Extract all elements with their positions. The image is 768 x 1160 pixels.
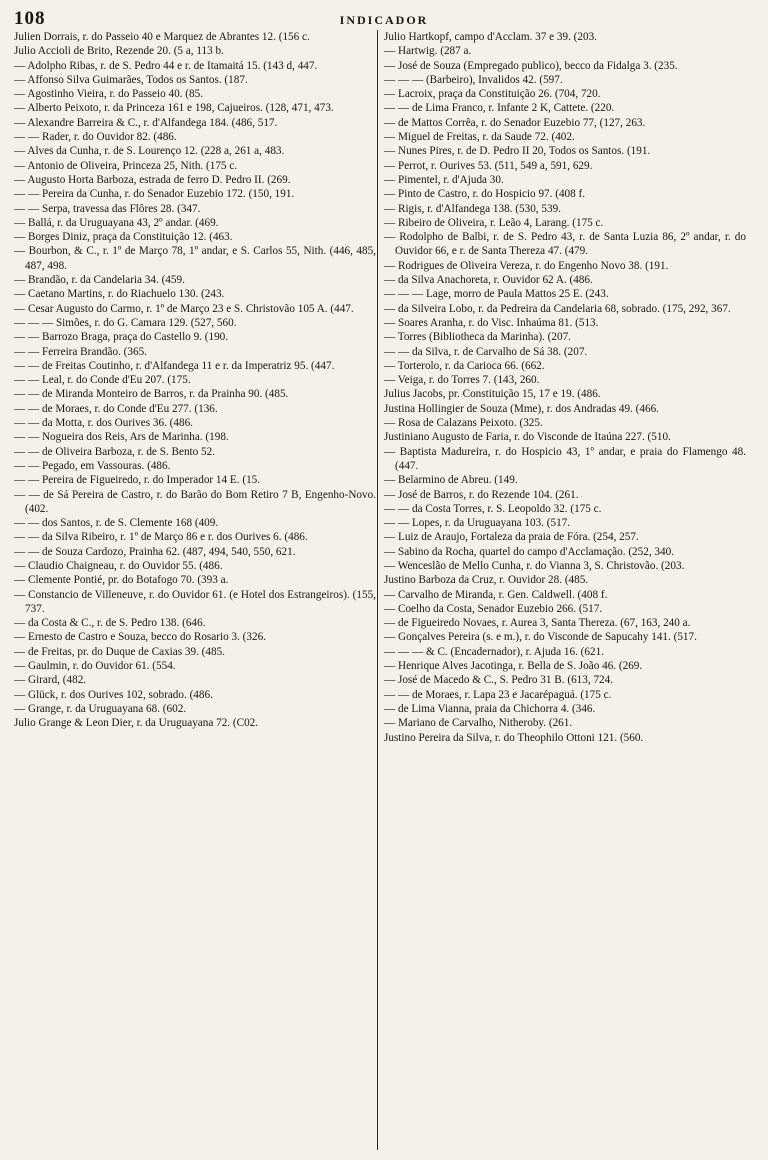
directory-entry: — Girard, (482. bbox=[14, 674, 87, 687]
directory-entry: — — da Motta, r. dos Ourives 36. (486. bbox=[14, 417, 193, 430]
directory-entry: — da Silveira Lobo, r. da Pedreira da Candelaria 68, sobrado. (175, 292, 367. bbox=[384, 302, 731, 315]
directory-entry: — Agostinho Vieira, r. do Passeio 40. (85. bbox=[14, 88, 203, 101]
directory-entry: Justiniano Augusto de Faria, r. do Visconde de Itaúna 227. (510. bbox=[384, 431, 671, 444]
directory-entry: — — Rader, r. do Ouvidor 82. (486. bbox=[14, 131, 177, 144]
directory-entry: — — — (Barbeiro), Invalidos 42. (597. bbox=[384, 73, 563, 86]
directory-entry: — — de Moraes, r. do Conde d'Eu 277. (136. bbox=[14, 402, 218, 415]
directory-entry: — Lacroix, praça da Constituição 26. (704, 720. bbox=[384, 88, 601, 101]
directory-entry: — Glück, r. dos Ourives 102, sobrado. (486. bbox=[14, 688, 213, 701]
directory-entry: — — Serpa, travessa das Flôres 28. (347. bbox=[14, 202, 201, 215]
directory-entry: — Claudio Chaigneau, r. do Ouvidor 55. (486. bbox=[14, 559, 223, 572]
directory-entry: — José de Macedo & C., S. Pedro 31 B. (613, 724. bbox=[384, 674, 614, 687]
directory-entry: — Borges Diniz, praça da Constituição 12. (463. bbox=[14, 231, 233, 244]
directory-entry: — Gaulmin, r. do Ouvidor 61. (554. bbox=[14, 660, 176, 673]
directory-entry: — — Pereira da Cunha, r. do Senador Euzebio 172. (150, 191. bbox=[14, 188, 295, 201]
directory-entry: — Baptista Madureira, r. do Hospicio 43, 1º andar, e praia do Flamengo 48. (447. bbox=[384, 445, 746, 472]
directory-entry: — Rodrigues de Oliveira Vereza, r. do Engenho Novo 38. (191. bbox=[384, 259, 669, 272]
directory-entry: — Pimentel, r. d'Ajuda 30. bbox=[384, 173, 504, 186]
directory-entry: — — — & C. (Encadernador), r. Ajuda 16. (621. bbox=[384, 645, 604, 658]
directory-entry: — — Leal, r. do Conde d'Eu 207. (175. bbox=[14, 374, 191, 387]
directory-entry: Julio Hartkopf, campo d'Acclam. 37 e 39. (203. bbox=[384, 31, 597, 43]
directory-entry: Justina Hollingier de Souza (Mme), r. dos Andradas 49. (466. bbox=[384, 402, 659, 415]
directory-entry: — — de Souza Cardozo, Prainha 62. (487, 494, 540, 550, 621. bbox=[14, 545, 296, 558]
directory-entry: — José de Souza (Empregado publico), becco da Fidalga 3. (235. bbox=[384, 59, 678, 72]
directory-entry: — Pinto de Castro, r. do Hospicio 97. (408 f. bbox=[384, 188, 586, 201]
directory-entry: — Sabino da Rocha, quartel do campo d'Acclamação. (252, 340. bbox=[384, 545, 675, 558]
directory-entry: Julien Dorrais, r. do Passeio 40 e Marquez de Abrantes 12. (156 c. bbox=[14, 31, 310, 43]
directory-entry: — Luiz de Araujo, Fortaleza da praia de Fóra. (254, 257. bbox=[384, 531, 639, 544]
directory-entry: — Mariano de Carvalho, Nitheroby. (261. bbox=[384, 717, 573, 730]
directory-entry: — Ernesto de Castro e Souza, becco do Rosario 3. (326. bbox=[14, 631, 266, 644]
directory-entry: — — Barrozo Braga, praça do Castello 9. (190. bbox=[14, 331, 229, 344]
directory-entry: — de Mattos Corrêa, r. do Senador Euzebio 77, (127, 263. bbox=[384, 116, 646, 129]
left-column bbox=[14, 30, 376, 731]
directory-entry: Julio Grange & Leon Dier, r. da Uruguayana 72. (C02. bbox=[14, 717, 259, 730]
directory-entry: — Rodolpho de Balbi, r. de S. Pedro 43, r. de Santa Luzia 86, 2º andar, r. do Ouvidor 66, e r. de Santa Thereza 47. (479. bbox=[384, 231, 746, 258]
directory-entry: — Caetano Martins, r. do Riachuelo 130. (243. bbox=[14, 288, 225, 301]
directory-entry: — Torterolo, r. da Carioca 66. (662. bbox=[384, 359, 545, 372]
directory-entry: — — dos Santos, r. de S. Clemente 168 (409. bbox=[14, 517, 219, 530]
directory-entry: — Coelho da Costa, Senador Euzebio 266. (517. bbox=[384, 602, 603, 615]
directory-entry: — — da Silva Ribeiro, r. 1º de Março 86 e r. dos Ourives 6. (486. bbox=[14, 531, 308, 544]
running-head: INDICADOR bbox=[339, 13, 429, 27]
directory-entry: — Clemente Pontié, pr. do Botafogo 70. (393 a. bbox=[14, 574, 229, 587]
directory-entry: Justino Pereira da Silva, r. do Theophilo Ottoni 121. (560. bbox=[384, 731, 644, 744]
directory-entry: — — Nogueira dos Reis, Ars de Marinha. (198. bbox=[14, 431, 229, 444]
directory-entry: Julius Jacobs, pr. Constituição 15, 17 e 19. (486. bbox=[384, 388, 601, 401]
directory-entry: — Augusto Horta Barboza, estrada de ferro D. Pedro II. (269. bbox=[14, 173, 291, 186]
directory-entry: — Ribeiro de Oliveira, r. Leão 4, Larang. (175 c. bbox=[384, 216, 604, 229]
directory-entry: — Miguel de Freitas, r. da Saude 72. (402. bbox=[384, 131, 575, 144]
directory-entry: — Adolpho Ribas, r. de S. Pedro 44 e r. de Itamaitá 15. (143 d, 447. bbox=[14, 59, 318, 72]
directory-entry: — Henrique Alves Jacotinga, r. Bella de S. João 46. (269. bbox=[384, 660, 643, 673]
directory-entry: — — Ferreira Brandão. (365. bbox=[14, 345, 147, 358]
directory-entry: — — de Lima Franco, r. Infante 2 K, Cattete. (220. bbox=[384, 102, 615, 115]
directory-entry: — Antonio de Oliveira, Princeza 25, Nith. (175 c. bbox=[14, 159, 238, 172]
directory-entry: — Cesar Augusto do Carmo, r. 1º de Março 23 e S. Christovão 105 A. (447. bbox=[14, 302, 354, 315]
directory-entry: — — da Silva, r. de Carvalho de Sá 38. (207. bbox=[384, 345, 588, 358]
directory-entry: — Carvalho de Miranda, r. Gen. Caldwell. (408 f. bbox=[384, 588, 608, 601]
directory-entry: — — Pegado, em Vassouras. (486. bbox=[14, 459, 171, 472]
directory-entry: — Brandão, r. da Candelaria 34. (459. bbox=[14, 274, 185, 287]
directory-entry: — Nunes Pires, r. de D. Pedro II 20, Todos os Santos. (191. bbox=[384, 145, 651, 158]
directory-entry: — Bourbon, & C., r. 1º de Março 78, 1º andar, e S. Carlos 55, Nith. (446, 485, 487, 498. bbox=[14, 245, 376, 272]
directory-entry: — Alves da Cunha, r. de S. Lourenço 12. (228 a, 261 a, 483. bbox=[14, 145, 285, 158]
directory-entry: — da Costa & C., r. de S. Pedro 138. (646. bbox=[14, 617, 206, 630]
directory-entry: — Soares Aranha, r. do Visc. Inhaúma 81. (513. bbox=[384, 316, 599, 329]
directory-entry: — — de Freitas Coutinho, r. d'Alfandega 11 e r. da Imperatriz 95. (447. bbox=[14, 359, 335, 372]
directory-entry: — Rigis, r. d'Alfandega 138. (530, 539. bbox=[384, 202, 561, 215]
directory-entry: — — Lopes, r. da Uruguayana 103. (517. bbox=[384, 517, 571, 530]
directory-entry: — Hartwig. (287 a. bbox=[384, 45, 472, 58]
directory-entry: — Torres (Bibliotheca da Marinha). (207. bbox=[384, 331, 571, 344]
directory-entry: — da Silva Anachoreta, r. Ouvidor 62 A. (486. bbox=[384, 274, 593, 287]
directory-entry: — — — Lage, morro de Paula Mattos 25 E. (243. bbox=[384, 288, 609, 301]
directory-entry: — Gonçalves Pereira (s. e m.), r. do Visconde de Sapucahy 141. (517. bbox=[384, 631, 697, 644]
directory-entry: — — Pereira de Figueiredo, r. do Imperador 14 E. (15. bbox=[14, 474, 261, 487]
directory-entry: — de Figueiredo Novaes, r. Aurea 3, Santa Thereza. (67, 163, 240 a. bbox=[384, 617, 691, 630]
directory-entry: — Alberto Peixoto, r. da Princeza 161 e 198, Cajueiros. (128, 471, 473. bbox=[14, 102, 334, 115]
directory-entry: — — da Costa Torres, r. S. Leopoldo 32. (175 c. bbox=[384, 502, 602, 515]
directory-entry: — Rosa de Calazans Peixoto. (325. bbox=[384, 417, 543, 430]
page-number: 108 bbox=[14, 8, 46, 29]
directory-entry: — José de Barros, r. do Rezende 104. (261. bbox=[384, 488, 579, 501]
directory-entry: — — — Simões, r. do G. Camara 129. (527, 560. bbox=[14, 316, 237, 329]
directory-entry: — — de Moraes, r. Lapa 23 e Jacarépaguá. (175 c. bbox=[384, 688, 612, 701]
directory-entry: — Affonso Silva Guimarães, Todos os Santos. (187. bbox=[14, 73, 248, 86]
directory-entry: Justino Barboza da Cruz, r. Ouvidor 28. (485. bbox=[384, 574, 589, 587]
directory-entry: — — de Miranda Monteiro de Barros, r. da Prainha 90. (485. bbox=[14, 388, 289, 401]
directory-entry: — Constancio de Villeneuve, r. do Ouvidor 61. (e Hotel dos Estrangeiros). (155, 737. bbox=[14, 588, 376, 615]
directory-entry: — de Freitas, pr. do Duque de Caxias 39. (485. bbox=[14, 645, 225, 658]
directory-entry: — — de Oliveira Barboza, r. de S. Bento 52. bbox=[14, 445, 216, 458]
directory-entry: — — de Sá Pereira de Castro, r. do Barão do Bom Retiro 7 B, Engenho-Novo. (402. bbox=[14, 488, 376, 515]
right-column bbox=[384, 30, 746, 745]
directory-entry: — Belarmino de Abreu. (149. bbox=[384, 474, 518, 487]
directory-entry: — Ballá, r. da Uruguayana 43, 2º andar. (469. bbox=[14, 216, 219, 229]
directory-entry: — Veiga, r. do Torres 7. (143, 260. bbox=[384, 374, 540, 387]
directory-entry: — de Lima Vianna, praia da Chichorra 4. (346. bbox=[384, 702, 596, 715]
directory-entry: — Grange, r. da Uruguayana 68. (602. bbox=[14, 702, 187, 715]
column-divider bbox=[377, 30, 378, 1150]
directory-entry: — Wenceslão de Mello Cunha, r. do Vianna 3, S. Christovão. (203. bbox=[384, 559, 685, 572]
directory-entry: — Perrot, r. Ourives 53. (511, 549 a, 591, 629. bbox=[384, 159, 593, 172]
directory-entry: — Alexandre Barreira & C., r. d'Alfandega 184. (486, 517. bbox=[14, 116, 278, 129]
directory-entry: Julio Accioli de Brito, Rezende 20. (5 a, 113 b. bbox=[14, 45, 224, 58]
